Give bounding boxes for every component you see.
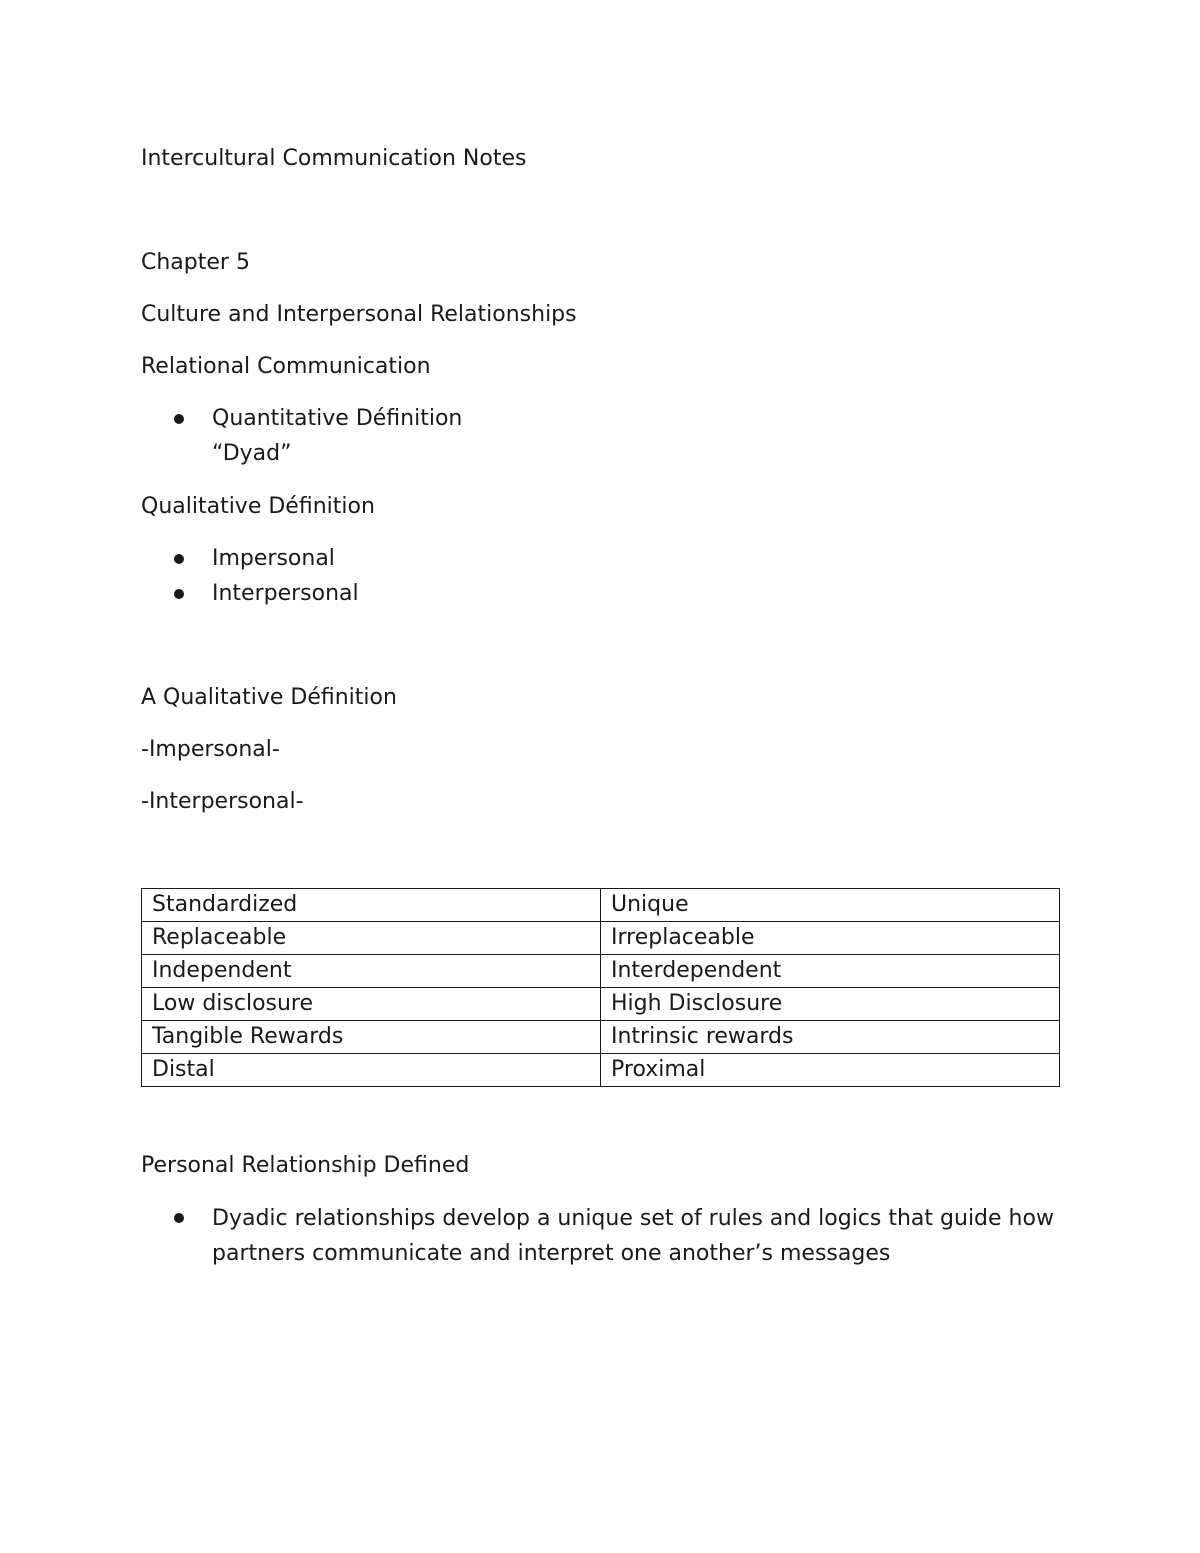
bullet-icon [174, 414, 184, 424]
table-cell-impersonal: Low disclosure [142, 988, 601, 1021]
table-row [142, 922, 1060, 955]
table-cell-impersonal: Standardized [142, 889, 601, 922]
bullet-impersonal: Impersonal [212, 546, 335, 571]
table-cell-interpersonal: Irreplaceable [601, 922, 1060, 955]
table-row [142, 1021, 1060, 1054]
table-row [142, 988, 1060, 1021]
chapter-title: Culture and Interpersonal Relationships [141, 302, 577, 327]
table-cell-interpersonal: Unique [601, 889, 1060, 922]
chapter-label: Chapter 5 [141, 250, 250, 275]
table-cell-impersonal: Replaceable [142, 922, 601, 955]
table-row [142, 955, 1060, 988]
bullet-dyadic-relationships: Dyadic relationships develop a unique set of rules and logics that guide how partners communicate and interpret one another’s messages [212, 1206, 1054, 1266]
section-heading-qualitative-definition: Qualitative Définition [141, 494, 375, 519]
section-heading-relational-communication: Relational Communication [141, 354, 431, 379]
section-heading-personal-relationship-defined: Personal Relationship Defined [141, 1153, 470, 1178]
bullet-icon [174, 1213, 184, 1223]
table-cell-interpersonal: Interdependent [601, 955, 1060, 988]
table-cell-impersonal: Independent [142, 955, 601, 988]
bullet-interpersonal: Interpersonal [212, 581, 359, 606]
table-cell-impersonal: Distal [142, 1054, 601, 1087]
bullet-icon [174, 589, 184, 599]
impersonal-line: -Impersonal- [141, 737, 280, 762]
table-cell-interpersonal: Intrinsic rewards [601, 1021, 1060, 1054]
table-row [142, 1054, 1060, 1087]
bullet-dyad-sublabel: “Dyad” [212, 441, 292, 466]
table-cell-interpersonal: Proximal [601, 1054, 1060, 1087]
section-heading-a-qualitative-definition: A Qualitative Définition [141, 685, 397, 710]
table-row [142, 889, 1060, 922]
interpersonal-line: -Interpersonal- [141, 789, 304, 814]
table-cell-impersonal: Tangible Rewards [142, 1021, 601, 1054]
comparison-table [141, 888, 1060, 1087]
bullet-quantitative-definition: Quantitative Définition [212, 406, 463, 431]
document-title: Intercultural Communication Notes [141, 146, 527, 171]
bullet-icon [174, 554, 184, 564]
table-cell-interpersonal: High Disclosure [601, 988, 1060, 1021]
